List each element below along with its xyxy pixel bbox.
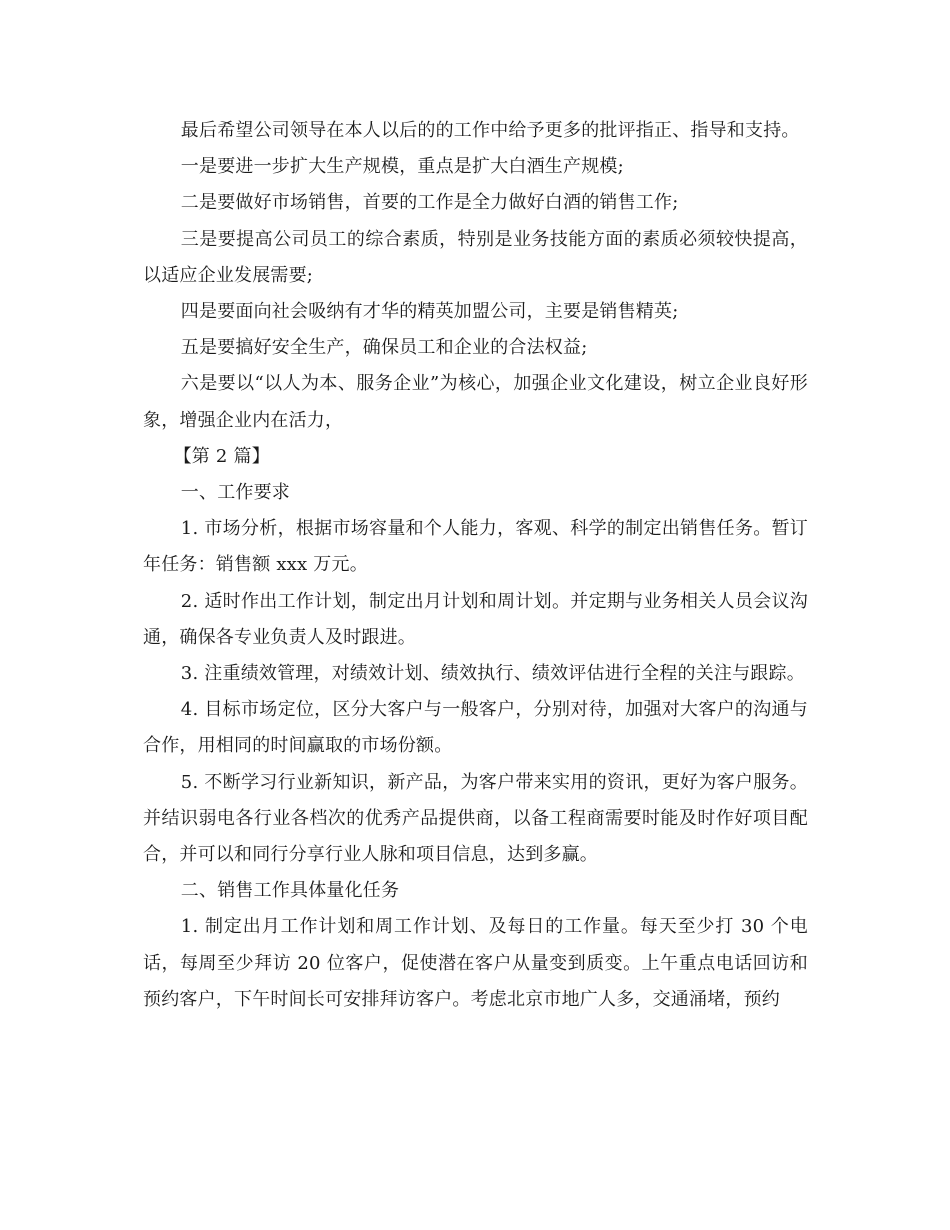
paragraph-point-two: 二是要做好市场销售，首要的工作是全力做好白酒的销售工作; bbox=[180, 192, 679, 214]
list-item-learning: 5. 不断学习行业新知识，新产品，为客户带来实用的资讯，更好为客户服务。并结识弱电各行业各档次的优秀产品提供商，以备工程商需要时能及时作好项目配合，并可以和同行分享行业人脉和项目信息，达到多赢。 bbox=[143, 771, 808, 866]
heading-quantified-tasks: 二、销售工作具体量化任务 bbox=[180, 880, 400, 902]
heading-work-requirements: 一、工作要求 bbox=[180, 482, 290, 504]
document-body bbox=[143, 113, 808, 1018]
paragraph-point-six: 六是要以“以人为本、服务企业”为核心，加强企业文化建设，树立企业良好形象，增强企业内在活力， bbox=[143, 373, 808, 431]
list-item-performance: 3. 注重绩效管理，对绩效计划、绩效执行、绩效评估进行全程的关注与跟踪。 bbox=[180, 663, 805, 685]
list-item-daily-workload: 1. 制定出月工作计划和周工作计划、及每日的工作量。每天至少打 30 个电话，每周至少拜访 20 位客户，促使潜在客户从量变到质变。上午重点电话回访和预约客户，下午时间长可安排拜访客户。考虑北京市地广人多，交通涌堵，预约 bbox=[143, 916, 808, 1010]
paragraph-point-one: 一是要进一步扩大生产规模，重点是扩大白酒生产规模; bbox=[180, 156, 624, 178]
paragraph-point-four: 四是要面向社会吸纳有才华的精英加盟公司，主要是销售精英; bbox=[180, 301, 679, 323]
section-title: 【第 2 篇】 bbox=[173, 445, 270, 467]
list-item-work-plan: 2. 适时作出工作计划，制定出月计划和周计划。并定期与业务相关人员会议沟通，确保各专业负责人及时跟进。 bbox=[143, 590, 808, 648]
list-item-target-market: 4. 目标市场定位，区分大客户与一般客户，分别对待，加强对大客户的沟通与合作，用相同的时间赢取的市场份额。 bbox=[143, 699, 808, 757]
paragraph-point-three: 三是要提高公司员工的综合素质，特别是业务技能方面的素质必须较快提高，以适应企业发展需要; bbox=[143, 228, 808, 286]
paragraph-point-five: 五是要搞好安全生产，确保员工和企业的合法权益; bbox=[180, 337, 588, 359]
list-item-market-analysis: 1. 市场分析，根据市场容量和个人能力，客观、科学的制定出销售任务。暂订年任务：销售额 xxx 万元。 bbox=[143, 518, 808, 576]
paragraph-closing-hope: 最后希望公司领导在本人以后的的工作中给予更多的批评指正、指导和支持。 bbox=[180, 120, 800, 141]
